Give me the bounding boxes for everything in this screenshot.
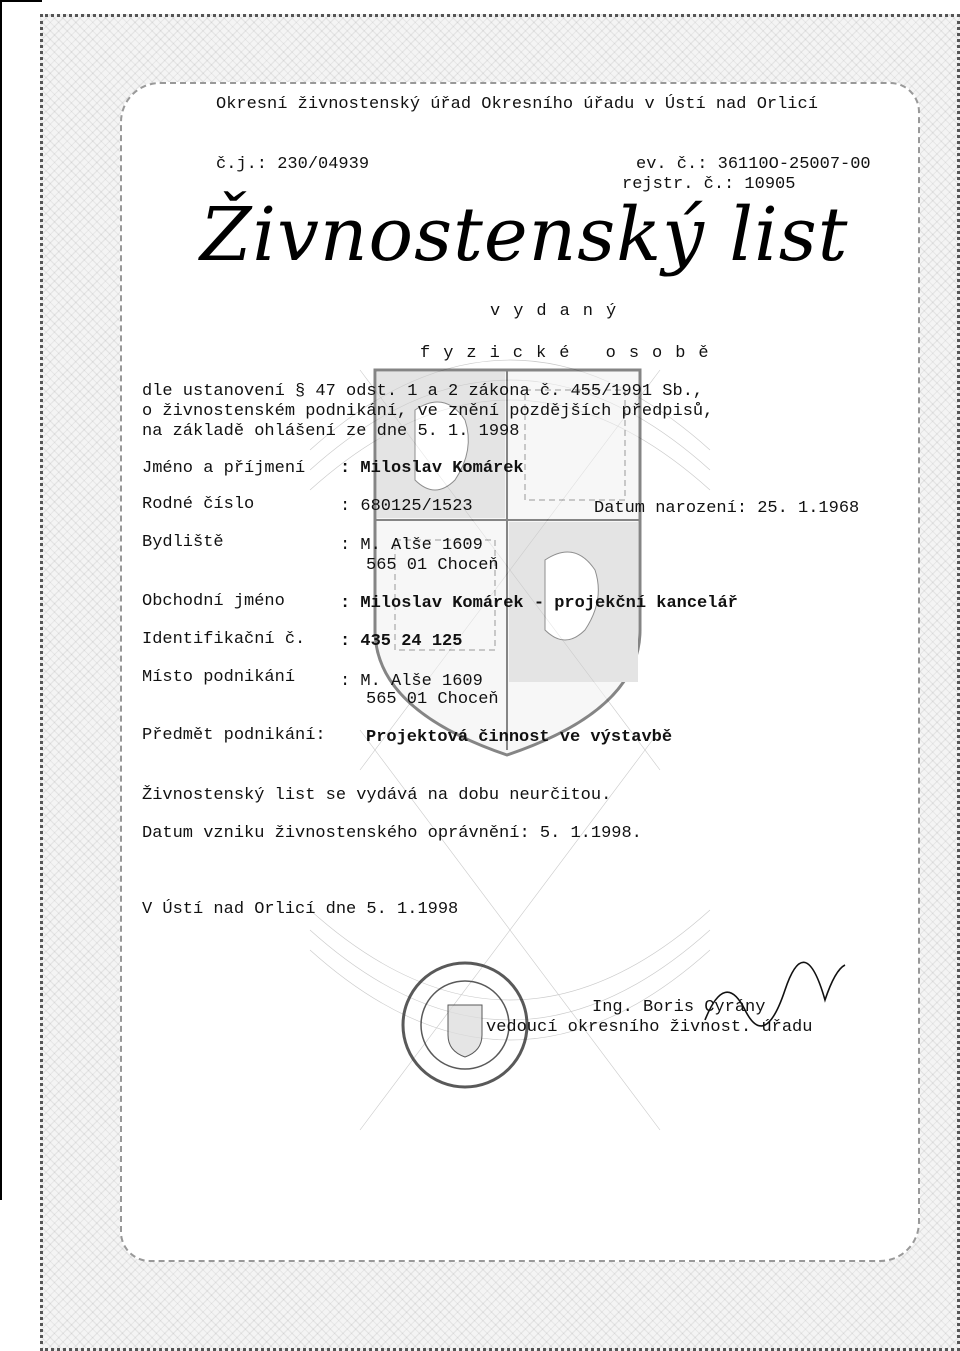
legal-basis-line-2: o živnostenském podnikání, ve znění pozdějších předpisů, xyxy=(142,402,714,421)
name-label: Jméno a příjmení xyxy=(142,459,306,478)
id-number-label: Identifikační č. xyxy=(142,630,306,649)
business-place-label: Místo podnikání xyxy=(142,668,296,687)
validity-statement: Živnostenský list se vydává na dobu neurčitou. xyxy=(142,786,612,805)
address-line-1: : M. Alše 1609 xyxy=(340,536,483,555)
place-and-date: V Ústí nad Orlicí dne 5. 1.1998 xyxy=(142,900,459,919)
reference-number: č.j.: 230/04939 xyxy=(216,155,370,174)
page-corner-mark xyxy=(0,0,42,1200)
birth-date: Datum narození: 25. 1.1968 xyxy=(594,499,860,518)
signer-name: Ing. Boris Cyrány xyxy=(592,998,766,1017)
name-value: : Miloslav Komárek xyxy=(340,459,524,478)
issued-label: vydaný xyxy=(490,302,630,321)
business-place-line-2: 565 01 Choceň xyxy=(366,690,499,709)
issued-to-label: fyzické osobě xyxy=(420,344,722,363)
birth-number-label: Rodné číslo xyxy=(142,495,255,514)
issuing-office: Okresní živnostenský úřad Okresního úřadu v Ústí nad Orlicí xyxy=(216,95,818,114)
document-title: Živnostenský list xyxy=(200,192,849,278)
evidence-number: ev. č.: 36110O-25007-00 xyxy=(636,155,871,174)
origin-date-statement: Datum vzniku živnostenského oprávnění: 5. 1.1998. xyxy=(142,824,642,843)
trade-name-label: Obchodní jméno xyxy=(142,592,285,611)
birth-number-value: : 680125/1523 xyxy=(340,497,473,516)
id-number-value: : 435 24 125 xyxy=(340,632,463,651)
business-subject-value: Projektová činnost ve výstavbě xyxy=(366,728,673,747)
address-label: Bydliště xyxy=(142,533,224,552)
business-place-line-1: : M. Alše 1609 xyxy=(340,672,483,691)
business-subject-label: Předmět podnikání: xyxy=(142,726,326,745)
legal-basis-line-3: na základě ohlášení ze dne 5. 1. 1998 xyxy=(142,422,520,441)
legal-basis-line-1: dle ustanovení § 47 odst. 1 a 2 zákona č. 455/1991 Sb., xyxy=(142,382,704,401)
register-number: rejstr. č.: 10905 xyxy=(622,175,796,194)
address-line-2: 565 01 Choceň xyxy=(366,556,499,575)
signer-role: vedoucí okresního živnost. úřadu xyxy=(486,1018,813,1037)
trade-name-value: : Miloslav Komárek - projekční kancelář xyxy=(340,594,738,613)
